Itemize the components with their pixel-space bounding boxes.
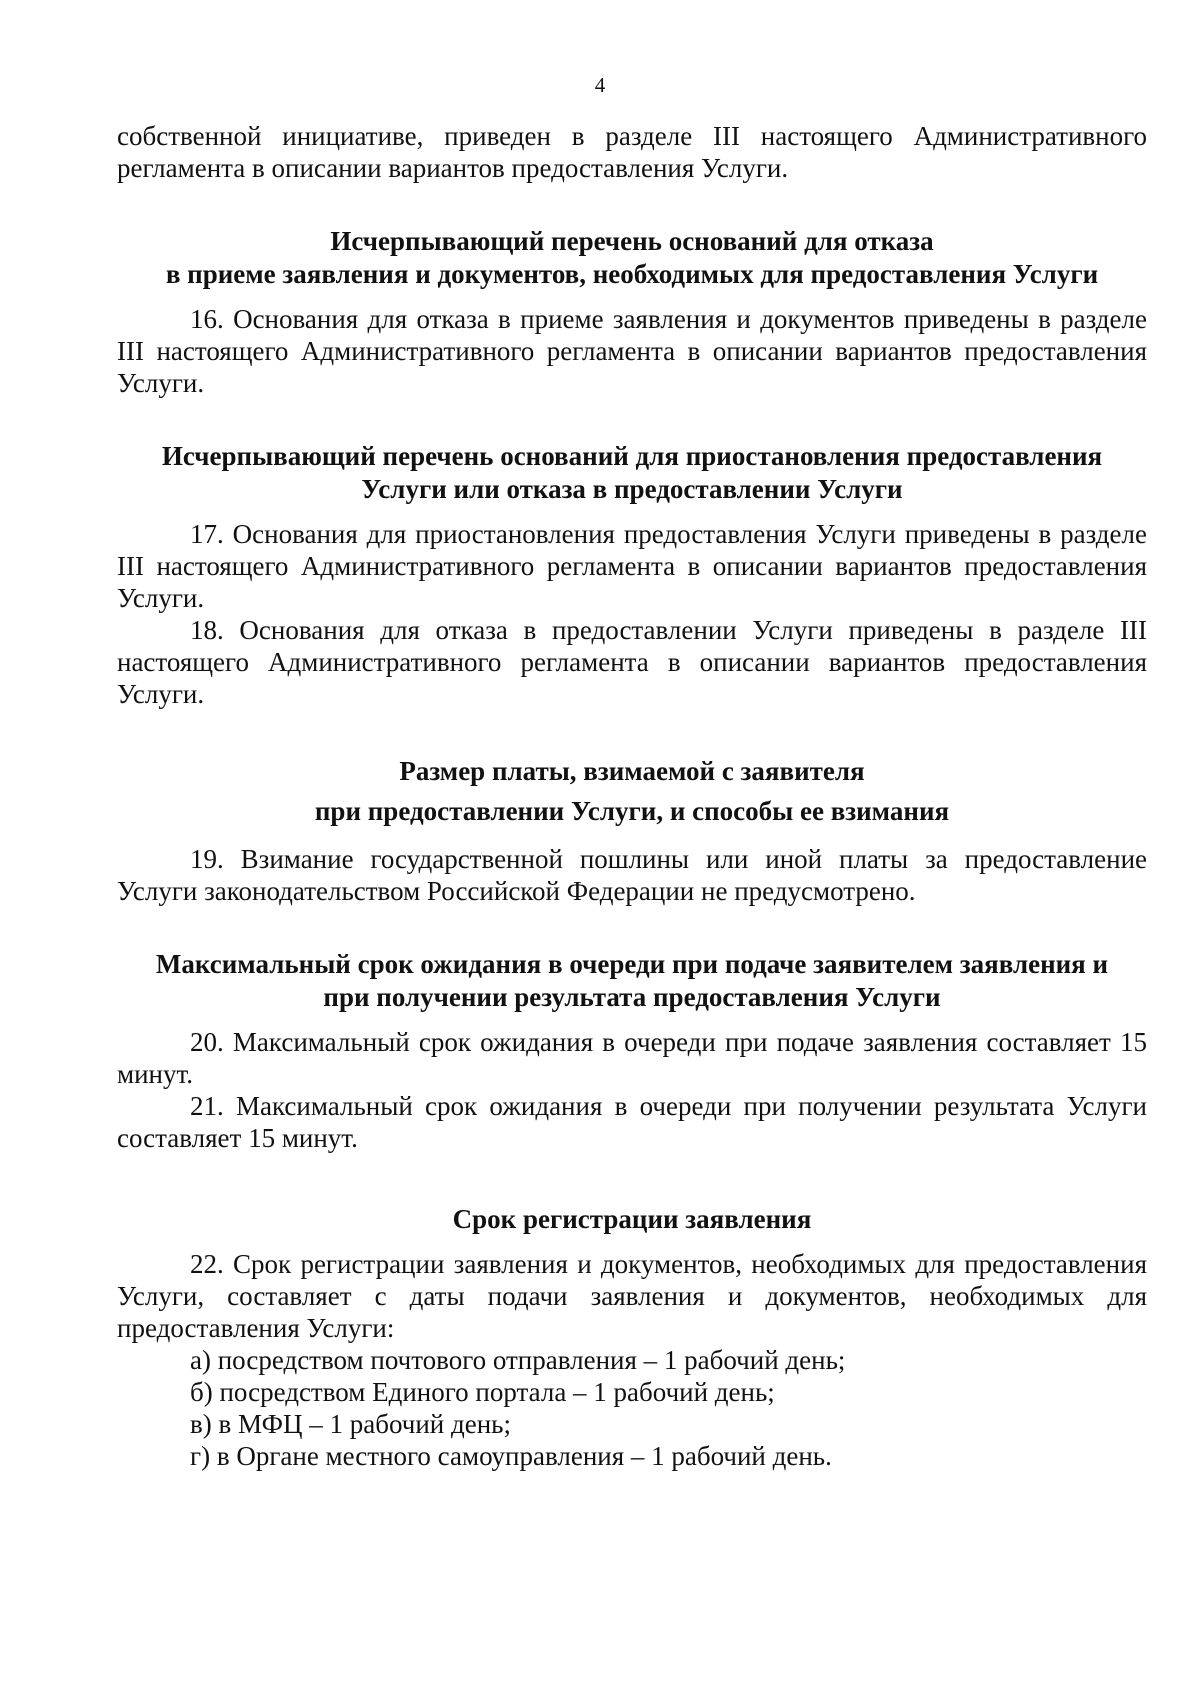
- list-item: г) в Органе местного самоуправления – 1 рабочий день.: [190, 1441, 832, 1471]
- paragraph-18: 18. Основания для отказа в предоставлении Услуги приведены в разделе III настоящего Административного регламента в описании вариантов предоставления Услуги.: [117, 615, 1147, 709]
- heading-line: Размер платы, взимаемой с заявителя: [399, 756, 865, 786]
- list-item: б) посредством Единого портала – 1 рабочий день;: [190, 1377, 775, 1407]
- section-heading-registration: [117, 1203, 1147, 1236]
- paragraph-22: 22. Срок регистрации заявления и документов, необходимых для предоставления Услуги, составляет с даты подачи заявления и документов, необходимых для предоставления Услуги:: [117, 1249, 1147, 1343]
- paragraph-20: 20. Максимальный срок ожидания в очереди при подаче заявления составляет 15 минут.: [117, 1027, 1147, 1089]
- heading-line: при получении результата предоставления Услуги: [323, 982, 941, 1012]
- page-number: 4: [594, 73, 606, 97]
- heading-line: Исчерпывающий перечень оснований для отказа: [330, 226, 934, 256]
- heading-line: Срок регистрации заявления: [452, 1204, 812, 1234]
- paragraph-19: 19. Взимание государственной пошлины или иной платы за предоставление Услуги законодательством Российской Федерации не предусмотрено.: [117, 844, 1147, 906]
- paragraph-21: 21. Максимальный срок ожидания в очереди при получении результата Услуги составляет 15 минут.: [117, 1091, 1147, 1153]
- section-heading-refusal-reception: [117, 225, 1147, 291]
- section-heading-fee: [117, 751, 1147, 831]
- document-body: [117, 120, 1147, 1472]
- heading-line: Услуги или отказа в предоставлении Услуги: [361, 474, 903, 504]
- section-heading-suspension-refusal: [117, 440, 1147, 506]
- intro-paragraph: собственной инициативе, приведен в разделе III настоящего Административного регламента в описании вариантов предоставления Услуги.: [117, 121, 1147, 183]
- heading-line: Максимальный срок ожидания в очереди при подаче заявителем заявления и: [155, 949, 1109, 979]
- section-heading-queue: [117, 948, 1147, 1014]
- paragraph-16: 16. Основания для отказа в приеме заявления и документов приведены в разделе III настоящего Административного регламента в описании вариантов предоставления Услуги.: [117, 304, 1147, 398]
- list-item: в) в МФЦ – 1 рабочий день;: [190, 1409, 511, 1439]
- heading-line: при предоставлении Услуги, и способы ее взимания: [314, 796, 950, 826]
- list-item: а) посредством почтового отправления – 1 рабочий день;: [190, 1345, 846, 1375]
- heading-line: Исчерпывающий перечень оснований для приостановления предоставления: [161, 441, 1103, 471]
- paragraph-17: 17. Основания для приостановления предоставления Услуги приведены в разделе III настоящего Административного регламента в описании вариантов предоставления Услуги.: [117, 519, 1147, 613]
- heading-line: в приеме заявления и документов, необходимых для предоставления Услуги: [165, 259, 1099, 289]
